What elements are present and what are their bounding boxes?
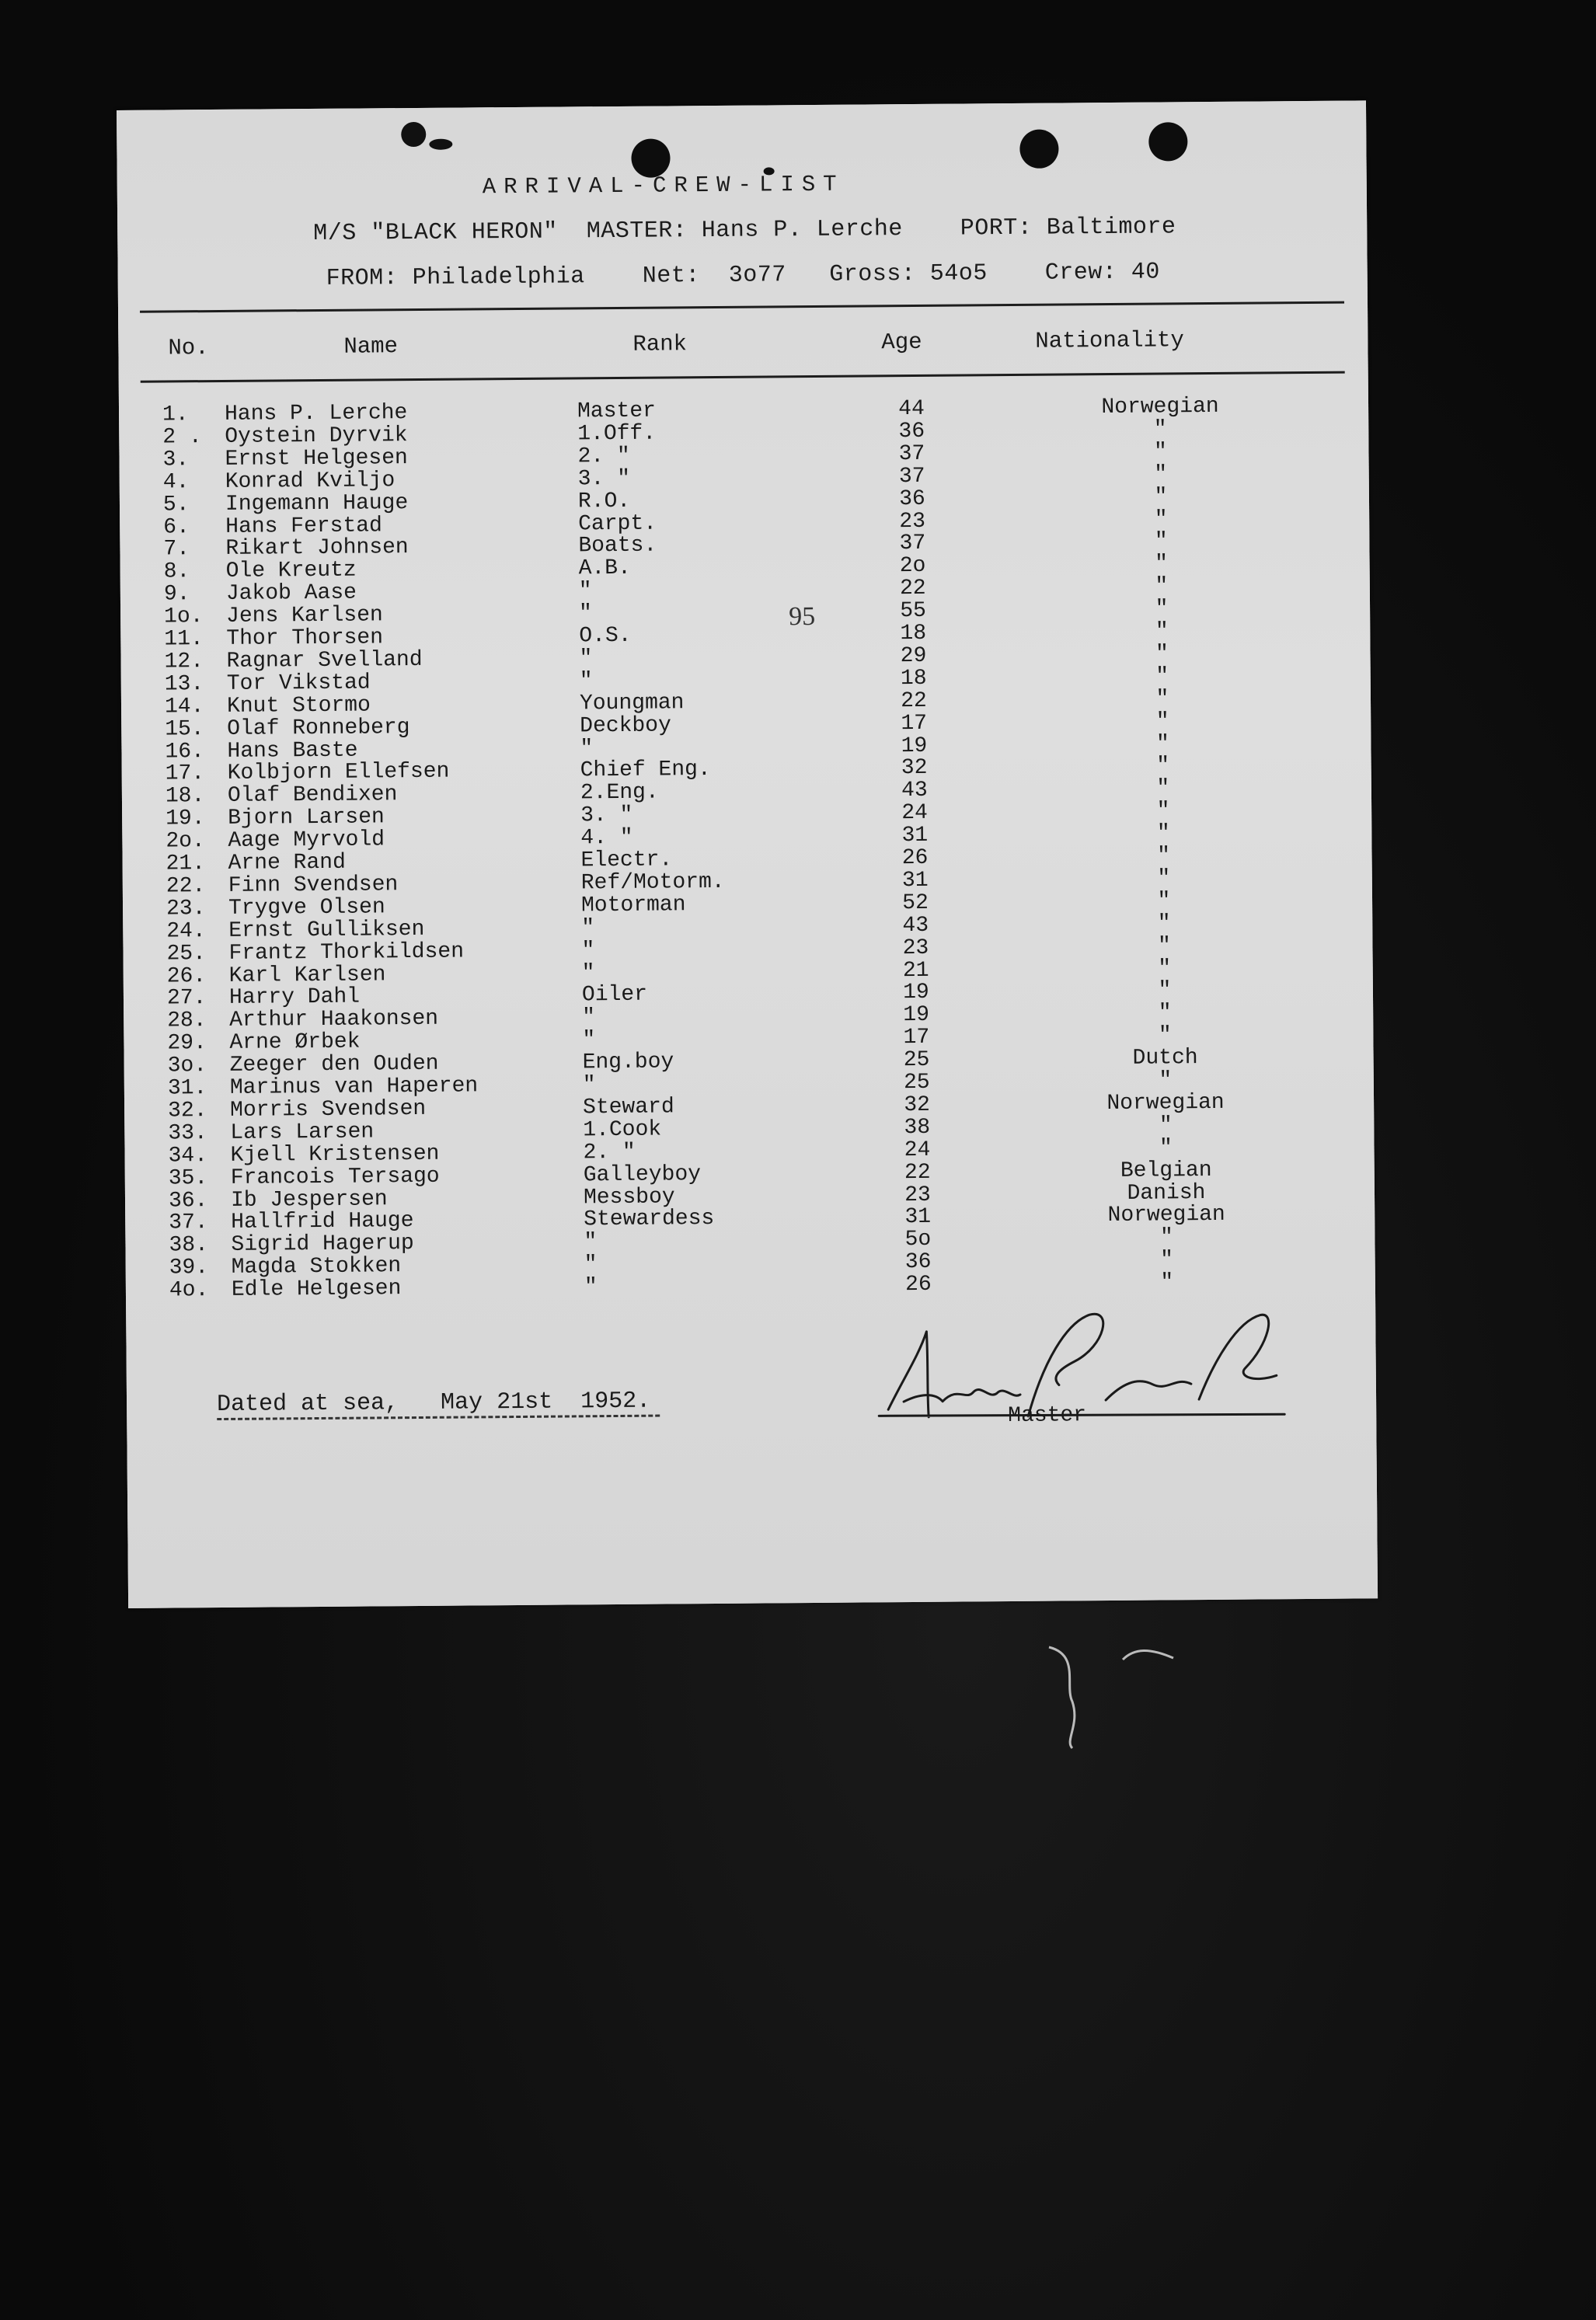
row-number: 33. [168, 1120, 207, 1146]
crew-nationality: Belgian [1120, 1158, 1212, 1183]
row-number: 18. [165, 784, 205, 809]
row-number: 26. [166, 963, 207, 989]
row-number: 25. [166, 941, 207, 967]
crew-name: Kjell Kristensen [230, 1141, 440, 1168]
row-number: 4o. [169, 1278, 209, 1303]
column-header-name: Name [343, 333, 399, 360]
crew-age: 31 [901, 823, 929, 848]
row-number: 23. [166, 896, 206, 921]
crew-name: Jens Karlsen [225, 603, 383, 629]
crew-nationality: " [1157, 866, 1171, 891]
crew-rank: Electr. [580, 848, 673, 873]
row-number: 3. [162, 448, 190, 472]
crew-name: Sigrid Hagerup [231, 1231, 414, 1258]
row-number: 28. [167, 1008, 207, 1033]
crew-age: 22 [901, 688, 927, 713]
crew-name: Marinus van Haperen [229, 1074, 479, 1100]
row-number: 36. [168, 1188, 208, 1214]
crew-name: Arthur Haakonsen [229, 1007, 439, 1033]
crew-nationality: " [1156, 799, 1170, 824]
crew-nationality: " [1158, 956, 1172, 981]
crew-rank: Motorman [580, 893, 686, 918]
row-number: 24. [166, 918, 206, 944]
crew-name: Trygve Olsen [228, 895, 385, 921]
crew-nationality: " [1154, 507, 1168, 532]
row-number: 31. [167, 1076, 207, 1101]
crew-rank: Carpt. [578, 511, 657, 536]
crew-rank: Galleyboy [583, 1162, 702, 1187]
ink-speck [401, 122, 426, 147]
row-number: 11. [164, 627, 204, 652]
crew-nationality: " [1156, 754, 1170, 779]
crew-age: 36 [899, 486, 925, 511]
crew-nationality: " [1155, 597, 1169, 622]
crew-age: 25 [903, 1070, 930, 1096]
row-number: 15. [165, 716, 204, 742]
crew-age: 17 [901, 711, 928, 736]
crew-age: 25 [903, 1047, 930, 1073]
crew-name: Hans Ferstad [225, 513, 382, 539]
crew-age: 5o [904, 1228, 932, 1252]
crew-name: Harry Dahl [228, 984, 361, 1011]
crew-age: 43 [901, 779, 928, 803]
crew-nationality: Norwegian [1107, 1203, 1225, 1228]
row-number: 14. [164, 694, 204, 719]
crew-nationality: " [1155, 552, 1169, 577]
crew-nationality: " [1155, 687, 1169, 712]
crew-nationality: " [1154, 462, 1168, 487]
crew-age: 19 [901, 733, 928, 758]
crew-age: 17 [903, 1026, 930, 1050]
row-number: 27. [166, 986, 207, 1011]
crew-age: 37 [898, 464, 925, 489]
crew-name: Konrad Kviljo [225, 468, 396, 494]
crew-name: Ernst Gulliksen [228, 917, 425, 943]
dated-line: Dated at sea, May 21st 1952. [216, 1388, 651, 1419]
crew-rank: 1.Cook [583, 1117, 662, 1143]
crew-nationality: " [1155, 709, 1169, 734]
row-number: 12. [164, 650, 204, 674]
column-header-no: No. [168, 335, 209, 361]
punch-hole [1019, 129, 1058, 168]
row-number: 19. [166, 806, 205, 831]
crew-rank: 2.Eng. [580, 780, 659, 806]
stamp-number: 95 [789, 601, 816, 632]
row-number: 8. [163, 559, 190, 584]
crew-age: 52 [902, 890, 929, 915]
crew-age: 26 [901, 845, 929, 871]
crew-rank: R.O. [577, 489, 631, 514]
crew-name: Lars Larsen [230, 1120, 375, 1145]
row-number: 32. [167, 1099, 207, 1123]
crew-rank: A.B. [578, 556, 631, 581]
crew-name: Olaf Ronneberg [227, 715, 410, 741]
crew-age: 19 [903, 981, 929, 1005]
crew-nationality: " [1155, 731, 1169, 757]
crew-rank: " [581, 960, 595, 985]
crew-age: 32 [904, 1092, 931, 1117]
crew-name: Arne Ørbek [229, 1029, 361, 1056]
crew-age: 24 [901, 801, 929, 826]
crew-age: 22 [904, 1160, 931, 1185]
punch-hole [1148, 122, 1187, 161]
row-number: 1. [162, 402, 189, 427]
crew-nationality: " [1155, 642, 1169, 667]
crew-rank: Deckboy [580, 713, 671, 738]
crew-age: 18 [900, 666, 927, 691]
crew-name: Ib Jespersen [230, 1186, 388, 1213]
crew-age: 29 [900, 643, 927, 668]
crew-nationality: Danish [1127, 1180, 1206, 1206]
column-header-rank: Rank [632, 331, 688, 357]
crew-age: 19 [903, 1003, 930, 1028]
crew-nationality: " [1160, 1270, 1174, 1295]
crew-nationality: " [1157, 911, 1171, 936]
crew-age: 36 [898, 419, 925, 444]
crew-nationality: " [1158, 1023, 1172, 1048]
crew-age: 31 [904, 1205, 932, 1230]
row-number: 2o. [166, 829, 205, 854]
crew-rank: " [582, 1073, 596, 1098]
crew-age: 22 [899, 577, 926, 601]
crew-age: 23 [899, 509, 926, 534]
crew-nationality: " [1157, 889, 1171, 914]
row-number: 39. [169, 1256, 209, 1280]
crew-name: Ragnar Svelland [226, 647, 423, 674]
crew-nationality: " [1155, 664, 1169, 689]
crew-nationality: " [1155, 619, 1169, 644]
crew-nationality: " [1158, 978, 1172, 1003]
crew-rank: Youngman [579, 690, 685, 716]
crew-age: 18 [900, 621, 927, 646]
crew-age: 55 [900, 598, 927, 624]
header-line-1: M/S "BLACK HERON" MASTER: Hans P. Lerche PORT: Baltimore [313, 214, 1176, 248]
crew-rank: " [580, 736, 594, 761]
crew-name: Rikart Johnsen [225, 535, 409, 562]
crew-rank: Master [577, 399, 657, 424]
crew-name: Zeeger den Ouden [229, 1051, 439, 1078]
crew-age: 36 [904, 1249, 932, 1275]
crew-rank: " [584, 1252, 598, 1277]
row-number: 5. [162, 492, 190, 517]
row-number: 16. [165, 739, 205, 765]
crew-rank: " [578, 579, 592, 604]
punch-hole [631, 138, 670, 177]
crew-rank: " [584, 1230, 598, 1255]
crew-name: Ole Kreutz [225, 558, 357, 584]
crew-nationality: Norwegian [1101, 394, 1219, 420]
row-number: 35. [168, 1165, 208, 1191]
crew-rank: Steward [582, 1095, 674, 1120]
crew-rank: " [579, 646, 593, 671]
crew-name: Olaf Bendixen [227, 782, 398, 809]
crew-rank: 2. " [577, 444, 630, 469]
row-number: 4. [162, 469, 190, 495]
crew-rank: 1.Off. [577, 421, 657, 447]
crew-rank: Chief Eng. [580, 758, 711, 783]
crew-rank: " [581, 915, 595, 941]
crew-nationality: " [1159, 1113, 1173, 1138]
row-number: 22. [166, 874, 206, 899]
master-signature [872, 1298, 1308, 1440]
crew-name: Aage Myrvold [228, 827, 385, 853]
crew-rank: 3. " [577, 466, 631, 492]
crew-nationality: " [1156, 821, 1170, 846]
row-number: 1o. [164, 604, 204, 629]
crew-name: Kolbjorn Ellefsen [227, 760, 450, 786]
crew-nationality: " [1155, 574, 1169, 599]
crew-age: 37 [899, 531, 926, 556]
crew-rank: " [578, 601, 593, 626]
crew-nationality: " [1157, 933, 1172, 959]
document-title: ARRIVAL-CREW-LIST [482, 171, 845, 200]
crew-age: 31 [901, 868, 929, 893]
row-number: 21. [166, 852, 206, 876]
column-header-age: Age [881, 329, 922, 356]
crew-nationality: Norwegian [1106, 1090, 1225, 1116]
row-number: 17. [165, 761, 205, 786]
row-number: 34. [168, 1143, 208, 1169]
row-number: 7. [163, 537, 190, 562]
crew-nationality: " [1154, 529, 1168, 554]
crew-age: 23 [902, 935, 929, 960]
crew-nationality: " [1158, 1001, 1172, 1026]
crew-nationality: " [1160, 1248, 1174, 1273]
crew-rank: Eng.boy [582, 1050, 674, 1075]
row-number: 37. [169, 1211, 208, 1235]
row-number: 2 . [162, 425, 202, 450]
crew-name: Morris Svendsen [229, 1096, 427, 1123]
crew-list-document [117, 100, 1378, 1608]
crew-rank: O.S. [579, 623, 632, 649]
crew-age: 44 [898, 396, 925, 422]
crew-rank: Oiler [581, 983, 648, 1008]
crew-rank: " [584, 1275, 598, 1300]
crew-name: Hallfrid Hauge [231, 1209, 414, 1235]
crew-name: Oystein Dyrvik [225, 423, 408, 449]
row-number: 29. [167, 1031, 207, 1056]
row-number: 9. [163, 582, 190, 607]
crew-nationality: Dutch [1132, 1046, 1198, 1071]
crew-nationality: " [1153, 440, 1168, 465]
crew-rank: " [582, 1028, 596, 1053]
crew-rank: Ref/Motorm. [580, 869, 725, 896]
crew-age: 38 [904, 1115, 931, 1140]
crew-nationality: " [1159, 1068, 1173, 1093]
crew-age: 43 [902, 913, 929, 938]
crew-rank: 2. " [583, 1140, 636, 1165]
row-number: 3o. [167, 1054, 207, 1078]
row-number: 13. [164, 671, 204, 697]
column-header-nationality: Nationality [1035, 327, 1184, 354]
crew-nationality: " [1153, 417, 1167, 442]
crew-rank: " [579, 669, 593, 694]
crew-age: 21 [902, 958, 929, 983]
crew-nationality: " [1154, 484, 1168, 510]
film-scratch [1033, 1639, 1127, 1756]
crew-name: Edle Helgesen [231, 1277, 402, 1302]
crew-age: 26 [904, 1272, 932, 1298]
crew-age: 23 [904, 1183, 931, 1207]
crew-name: Thor Thorsen [226, 625, 384, 651]
crew-age: 32 [901, 756, 928, 781]
crew-rank: 4. " [580, 825, 633, 851]
crew-name: Ingemann Hauge [225, 490, 409, 517]
crew-rank: " [581, 938, 595, 963]
crew-name: Arne Rand [228, 850, 346, 876]
crew-name: Magda Stokken [231, 1254, 402, 1280]
crew-name: Ernst Helgesen [225, 445, 408, 472]
crew-name: Jakob Aase [225, 580, 357, 607]
crew-rank: Stewardess [584, 1207, 715, 1232]
film-scratch [1119, 1644, 1181, 1667]
crew-name: Finn Svendsen [228, 873, 399, 898]
crew-nationality: " [1157, 844, 1171, 869]
crew-name: Karl Karlsen [228, 962, 386, 988]
crew-rank: Boats. [578, 533, 657, 559]
crew-name: Knut Stormo [226, 693, 371, 719]
crew-nationality: " [1159, 1136, 1173, 1161]
header-line-2: FROM: Philadelphia Net: 3o77 Gross: 54o5 Crew: 40 [326, 259, 1160, 292]
crew-name: Frantz Thorkildsen [228, 939, 465, 966]
crew-name: Bjorn Larsen [228, 805, 385, 831]
crew-age: 24 [904, 1137, 931, 1162]
crew-name: Francois Tersago [230, 1164, 440, 1190]
crew-name: Hans P. Lerche [224, 401, 408, 427]
row-number: 38. [169, 1233, 209, 1258]
crew-nationality: " [1156, 776, 1170, 801]
crew-rank: " [582, 1005, 596, 1030]
crew-age: 37 [898, 441, 925, 466]
crew-nationality: " [1159, 1225, 1173, 1250]
crew-name: Hans Baste [227, 738, 358, 764]
crew-name: Tor Vikstad [226, 671, 371, 696]
row-number: 6. [163, 514, 190, 540]
signature-label: Master [1008, 1403, 1087, 1429]
crew-age: 2o [899, 554, 926, 579]
crew-rank: 3. " [580, 803, 633, 828]
crew-rank: Messboy [583, 1184, 675, 1210]
